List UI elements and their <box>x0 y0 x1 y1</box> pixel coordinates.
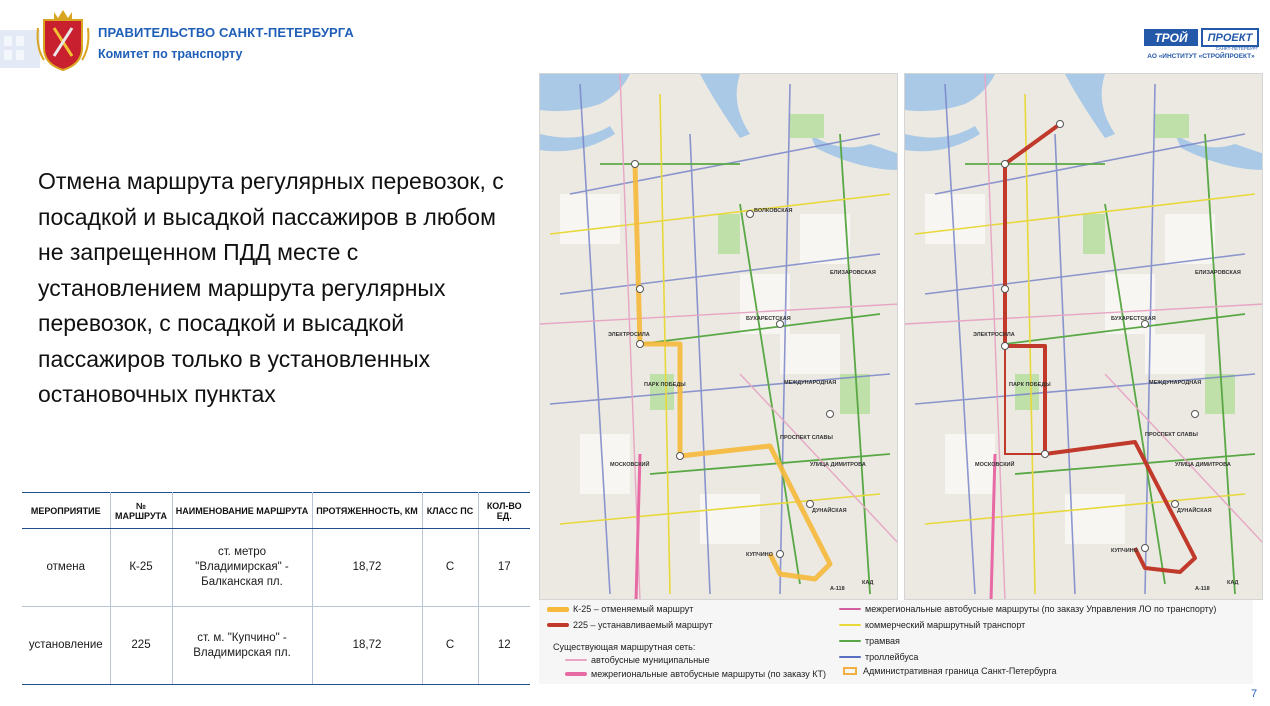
cell-route-name: ст. метро "Владимирская" - Балканская пл. <box>172 529 312 607</box>
map-label-park-pobedy: ПАРК ПОБЕДЫ <box>644 382 686 388</box>
committee-name: Комитет по транспорту <box>98 47 243 61</box>
col-header-vehicle-class: КЛАСС ПС <box>422 493 478 529</box>
table-header-row <box>22 493 530 529</box>
map-label-mezhdunarodnaya: МЕЖДУНАРОДНАЯ <box>784 380 837 386</box>
legend-swatch-commercial <box>839 624 861 626</box>
cell-measure: установление <box>22 607 110 685</box>
cell-vehicle-class: С <box>422 529 478 607</box>
legend-item-k25 <box>547 604 693 614</box>
map-label-kupchino: КУПЧИНО <box>746 552 773 558</box>
legend-label-existing: Существующая маршрутная сеть: <box>553 642 696 652</box>
map-route-225 <box>904 73 1263 600</box>
table-row <box>22 607 530 685</box>
routes-table <box>22 492 530 685</box>
coat-of-arms-icon <box>36 8 90 74</box>
cell-length: 18,72 <box>312 607 422 685</box>
map-label-ulitsa-dimitrova: УЛИЦА ДИМИТРОВА <box>1175 462 1231 468</box>
stroyproekt-logo <box>1142 26 1260 60</box>
map-legend <box>539 600 1253 684</box>
map-label-prospekt-slavy: ПРОСПЕКТ СЛАВЫ <box>1145 432 1198 438</box>
legend-label-bus-intl-kt: межрегиональные автобусные маршруты (по заказу КТ) <box>591 669 826 679</box>
map-label-prospekt-slavy: ПРОСПЕКТ СЛАВЫ <box>780 435 833 441</box>
legend-swatch-225 <box>547 623 569 627</box>
legend-item-bus-intl-kt <box>565 669 826 679</box>
map-label-kad: КАД <box>862 580 874 586</box>
map-label-mezhdunarodnaya: МЕЖДУНАРОДНАЯ <box>1149 380 1202 386</box>
map-label-a118: А-118 <box>830 586 845 592</box>
svg-text:ПРОЕКТ: ПРОЕКТ <box>1207 32 1253 44</box>
map-label-kupchino: КУПЧИНО <box>1111 548 1138 554</box>
col-header-route-name: НАИМЕНОВАНИЕ МАРШРУТА <box>172 493 312 529</box>
svg-text:АО «ИНСТИТУТ «СТРОЙПРОЕКТ»: АО «ИНСТИТУТ «СТРОЙПРОЕКТ» <box>1147 53 1255 60</box>
map-label-a118: А-118 <box>1195 586 1210 592</box>
legend-label-trolley: троллейбуса <box>865 652 919 662</box>
legend-existing-network <box>553 642 695 652</box>
legend-swatch-trolley <box>839 656 861 658</box>
legend-swatch-border <box>843 667 857 675</box>
col-header-length: ПРОТЯЖЕННОСТЬ, КМ <box>312 493 422 529</box>
map-label-elektrosila: ЭЛЕКТРОСИЛА <box>608 332 650 338</box>
legend-swatch-k25 <box>547 607 569 612</box>
legend-item-border <box>843 666 1057 676</box>
cell-count: 12 <box>478 607 530 685</box>
legend-item-commercial <box>839 620 1025 630</box>
government-title: ПРАВИТЕЛЬСТВО САНКТ-ПЕТЕРБУРГА <box>98 25 354 40</box>
cell-vehicle-class: С <box>422 607 478 685</box>
legend-label-tram: трамвая <box>865 636 900 646</box>
measure-description: Отмена маршрута регулярных перевозок, с посадкой и высадкой пассажиров в любом не запрещенном ПДД месте с установлением маршрута регулярных перевозок, с посадкой и высадкой пассажиров только в установленных остановочных пунктах <box>38 168 504 407</box>
svg-text:САНКТ-ПЕТЕРБУРГ: САНКТ-ПЕТЕРБУРГ <box>1215 46 1258 51</box>
page-number: 7 <box>1251 688 1258 700</box>
col-header-count: КОЛ-ВО ЕД. <box>478 493 530 529</box>
col-header-measure: МЕРОПРИЯТИЕ <box>22 493 110 529</box>
cell-measure: отмена <box>22 529 110 607</box>
map-label-buharestskaya: БУХАРЕСТСКАЯ <box>1111 316 1156 322</box>
legend-swatch-tram <box>839 640 861 642</box>
col-header-route-number: № МАРШРУТА <box>110 493 172 529</box>
legend-item-bus-municipal <box>565 655 710 665</box>
legend-label-commercial: коммерческий маршрутный транспорт <box>865 620 1026 630</box>
cell-route-number: К-25 <box>110 529 172 607</box>
map-label-dunayskaya: ДУНАЙСКАЯ <box>812 508 847 514</box>
legend-label-border: Административная граница Санкт-Петербурга <box>863 666 1057 676</box>
map-label-elizarovskaya: ЕЛИЗАРОВСКАЯ <box>830 270 876 276</box>
map-label-volkovskaya: ВОЛКОВСКАЯ <box>754 208 793 214</box>
legend-label-k25: К-25 – отменяемый маршрут <box>573 604 694 614</box>
map-label-moskovsky: МОСКОВСКИЙ <box>975 462 1015 468</box>
table-row <box>22 529 530 607</box>
map-route-k25 <box>539 73 898 600</box>
map-label-buharestskaya: БУХАРЕСТСКАЯ <box>746 316 791 322</box>
cell-length: 18,72 <box>312 529 422 607</box>
cell-route-number: 225 <box>110 607 172 685</box>
map-label-elizarovskaya: ЕЛИЗАРОВСКАЯ <box>1195 270 1241 276</box>
map-label-ulitsa-dimitrova: УЛИЦА ДИМИТРОВА <box>810 462 866 468</box>
legend-label-bus-intl-lo: межрегиональные автобусные маршруты (по заказу Управления ЛО по транспорту) <box>865 604 1217 614</box>
map-label-kad: КАД <box>1227 580 1239 586</box>
legend-item-trolley <box>839 652 918 662</box>
map-label-elektrosila: ЭЛЕКТРОСИЛА <box>973 332 1015 338</box>
legend-label-225: 225 – устанавливаемый маршрут <box>573 620 713 630</box>
legend-swatch-bus-intl-lo <box>839 608 861 610</box>
legend-item-tram <box>839 636 900 646</box>
cell-count: 17 <box>478 529 530 607</box>
legend-swatch-bus-intl-kt <box>565 672 587 676</box>
legend-item-225 <box>547 620 713 630</box>
legend-label-bus-municipal: автобусные муниципальные <box>591 655 710 665</box>
cell-route-name: ст. м. "Купчино" - Владимирская пл. <box>172 607 312 685</box>
svg-text:ТРОЙ: ТРОЙ <box>1154 31 1188 45</box>
map-label-moskovsky: МОСКОВСКИЙ <box>610 462 650 468</box>
map-label-park-pobedy: ПАРК ПОБЕДЫ <box>1009 382 1051 388</box>
legend-swatch-bus-municipal <box>565 659 587 661</box>
legend-item-bus-intl-lo <box>839 604 1216 614</box>
map-label-dunayskaya: ДУНАЙСКАЯ <box>1177 508 1212 514</box>
